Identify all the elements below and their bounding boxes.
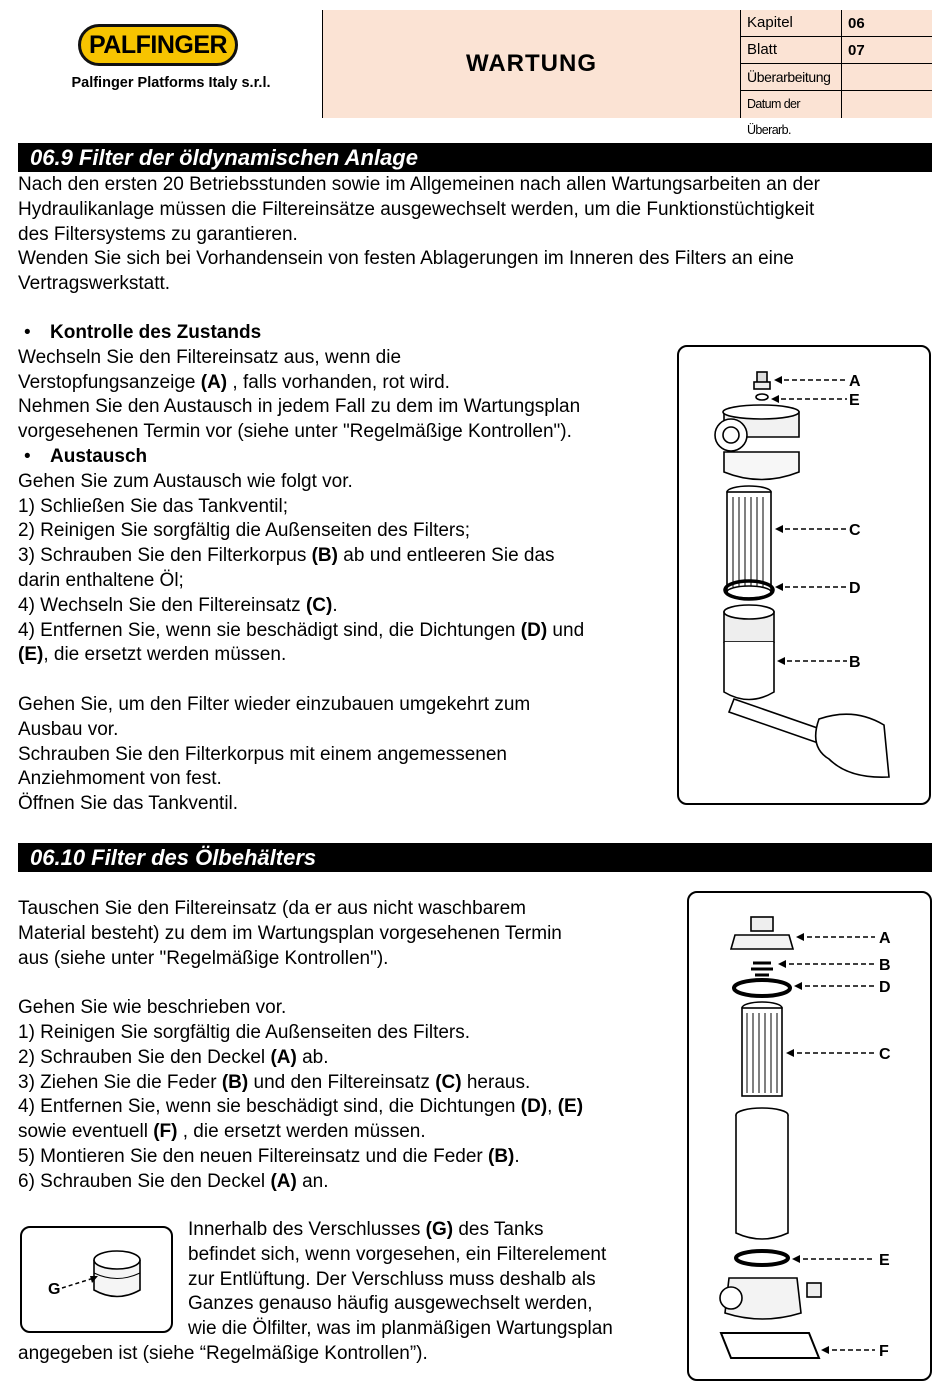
body-line: Gehen Sie wie beschrieben vor. <box>18 997 287 1019</box>
revision-label: Überarbeitung <box>741 64 842 90</box>
bullet-replace-label: Austausch <box>50 445 148 467</box>
text-span: und <box>547 619 585 641</box>
intro-line: Hydraulikanlage müssen die Filtereinsätze ausgewechselt werden, um die Funktionstüchtigkeit <box>18 198 815 220</box>
ref-e: (E) <box>18 644 44 666</box>
label-a: A <box>849 373 861 390</box>
ref-c: (C) <box>305 594 333 616</box>
closing-line: Gehen Sie, um den Filter wieder einzubauen umgekehrt zum <box>18 693 531 715</box>
chapter-label: Kapitel <box>741 10 842 36</box>
label-a: A <box>879 930 891 947</box>
step-line: darin enthaltene Öl; <box>18 569 184 591</box>
ref-b: (B) <box>488 1145 515 1167</box>
seal-e-shape <box>756 394 768 400</box>
label-c: C <box>849 522 861 539</box>
label-d: D <box>849 580 861 597</box>
vent-cap-drawing <box>22 1228 171 1331</box>
closing-line: Öffnen Sie das Tankventil. <box>18 793 239 815</box>
tank-filter-drawing <box>689 893 930 1379</box>
step-line <box>18 544 584 569</box>
text-span: , <box>547 1096 558 1118</box>
body-line: Ganzes genauso häufig ausgewechselt werden, <box>188 1293 593 1315</box>
step-line <box>18 1046 583 1071</box>
label-b: B <box>849 654 861 671</box>
intro-line: Material besteht) zu dem im Wartungsplan vorgesehenen Termin <box>18 922 562 944</box>
intro-line: Tauschen Sie den Filtereinsatz (da er aus nicht waschbarem <box>18 898 526 919</box>
ref-d: (D) <box>520 619 548 641</box>
intro-line: Vertragswerkstatt. <box>18 273 171 295</box>
step-line <box>18 1145 583 1170</box>
filter-bowl-shape <box>724 605 774 619</box>
body-line: wie die Ölfilter, was im planmäßigen Wartungsplan <box>188 1318 613 1340</box>
vent-cap-figure <box>20 1226 173 1333</box>
text-span: sowie eventuell <box>18 1121 154 1143</box>
text-span: des Tanks <box>453 1219 544 1240</box>
body-line: befindet sich, wenn vorgesehen, ein Filterelement <box>188 1243 607 1265</box>
hydraulic-filter-drawing <box>679 347 929 803</box>
intro-line: Wenden Sie sich bei Vorhandensein von festen Ablagerungen im Inneren des Filters an eine <box>18 248 794 270</box>
text-span: . <box>514 1145 520 1167</box>
step-line: 1) Schließen Sie das Tankventil; <box>18 495 289 517</box>
clog-indicator-shape <box>754 382 770 389</box>
ref-a: (A) <box>270 1046 297 1068</box>
intro-line: des Filtersystems zu garantieren. <box>18 223 298 245</box>
sheet-row <box>741 37 932 64</box>
sheet-label: Blatt <box>741 37 842 63</box>
page-title: WARTUNG <box>323 10 741 118</box>
ref-b: (B) <box>221 1071 249 1093</box>
vent-last-line: angegeben ist (siehe “Regelmäßige Kontrollen”). <box>18 1343 428 1364</box>
section-title-06-10: 06.10 Filter des Ölbehälters <box>18 843 932 872</box>
step-line <box>18 619 584 644</box>
step-line <box>18 1071 583 1096</box>
section1-body <box>18 321 584 817</box>
hand-shape <box>816 714 889 777</box>
ref-g: (G) <box>425 1219 454 1240</box>
step-line <box>18 594 584 619</box>
body-line: Nehmen Sie den Austausch in jedem Fall zu dem im Wartungsplan <box>18 396 581 418</box>
header-info-grid <box>741 10 932 137</box>
label-e: E <box>879 1252 890 1269</box>
sheet-value: 07 <box>848 42 865 59</box>
body-line <box>18 371 584 396</box>
text-span: 2) Schrauben Sie den Deckel <box>18 1046 271 1068</box>
section2-body <box>18 897 583 1195</box>
ref-a: (A) <box>200 371 228 393</box>
text-span: und den Filtereinsatz <box>248 1071 436 1093</box>
step-line <box>18 1170 583 1195</box>
chapter-value: 06 <box>848 15 865 32</box>
bullet-replace: • Austausch <box>24 445 148 467</box>
body-line: Wechseln Sie den Filtereinsatz aus, wenn die <box>18 346 402 368</box>
ref-f: (F) <box>153 1121 178 1143</box>
filter-head-shape <box>724 452 799 480</box>
text-span: , die ersetzt werden müssen. <box>43 644 287 666</box>
text-span: ab. <box>296 1046 329 1068</box>
filter-bowl-shape <box>724 642 774 700</box>
step-line: 2) Reinigen Sie sorgfältig die Außenseiten des Filters; <box>18 520 471 542</box>
text-span: 4) Wechseln Sie den Filtereinsatz <box>18 594 306 616</box>
body-line: zur Entlüftung. Der Verschluss muss deshalb als <box>188 1268 596 1290</box>
text-span: 4) Entfernen Sie, wenn sie beschädigt sind, die Dichtungen <box>18 1096 521 1118</box>
intro-line: Nach den ersten 20 Betriebsstunden sowie im Allgemeinen nach allen Wartungsarbeiten an der <box>18 174 820 195</box>
text-span: 3) Schrauben Sie den Filterkorpus <box>18 545 312 567</box>
palfinger-logo <box>78 24 238 66</box>
revision-row <box>741 64 932 91</box>
step-line: 1) Reinigen Sie sorgfältig die Außenseiten des Filters. <box>18 1021 471 1043</box>
bullet-check-label: Kontrolle des Zustands <box>50 322 262 343</box>
filter-element-shape <box>727 492 771 592</box>
ref-d: (D) <box>520 1096 548 1118</box>
vent-paragraph <box>188 1218 613 1342</box>
closing-line: Anziehmoment von fest. <box>18 768 222 790</box>
label-f: F <box>879 1343 889 1360</box>
step-line <box>18 1120 583 1145</box>
chapter-row <box>741 10 932 37</box>
filter-head-shape <box>723 405 799 419</box>
ref-c: (C) <box>435 1071 462 1093</box>
text-span: 3) Ziehen Sie die Feder <box>18 1071 222 1093</box>
intro-line: aus (siehe unter "Regelmäßige Kontrollen"). <box>18 947 389 969</box>
text-span: 5) Montieren Sie den neuen Filtereinsatz und die Feder <box>18 1145 488 1167</box>
label-d: D <box>879 979 891 996</box>
spacer <box>18 971 583 996</box>
body-line: Gehen Sie zum Austausch wie folgt vor. <box>18 470 353 492</box>
filter-port-shape <box>715 419 747 451</box>
text-span: , falls vorhanden, rot wird. <box>227 371 450 393</box>
text-span: an. <box>296 1170 329 1192</box>
hydraulic-filter-figure <box>677 345 931 805</box>
text-span: 4) Entfernen Sie, wenn sie beschädigt sind, die Dichtungen <box>18 619 521 641</box>
tank-filter-figure <box>687 891 932 1381</box>
text-span: Verstopfungsanzeige <box>18 371 201 393</box>
wrench-shape <box>729 699 829 745</box>
bullet-check: • Kontrolle des Zustands <box>24 322 262 343</box>
ref-b: (B) <box>311 545 338 567</box>
logo-text: PALFINGER <box>88 30 228 59</box>
text-span: Innerhalb des Verschlusses <box>188 1219 426 1240</box>
step-line <box>18 1095 583 1120</box>
text-span: 6) Schrauben Sie den Deckel <box>18 1170 271 1192</box>
text-span: . <box>332 594 338 616</box>
section-title-06-9: 06.9 Filter der öldynamischen Anlage <box>18 143 932 172</box>
text-span: , die ersetzt werden müssen. <box>177 1121 426 1143</box>
revision-date-row <box>741 91 932 137</box>
ref-e: (E) <box>557 1096 584 1118</box>
closing-line: Schrauben Sie den Filterkorpus mit einem angemessenen <box>18 743 507 765</box>
text-span: heraus. <box>461 1071 531 1093</box>
text-span: ab und entleeren Sie das <box>338 545 555 567</box>
body-line: vorgesehenen Termin vor (siehe unter "Regelmäßige Kontrollen"). <box>18 421 572 443</box>
ref-a: (A) <box>270 1170 297 1192</box>
section1-intro <box>18 173 820 297</box>
revision-date-label: Datum der Überarb. <box>741 91 842 118</box>
label-g: G <box>48 1281 61 1298</box>
company-name: Palfinger Platforms Italy s.r.l. <box>71 75 271 91</box>
closing-line: Ausbau vor. <box>18 718 119 740</box>
label-c: C <box>879 1046 891 1063</box>
step-line <box>18 643 584 668</box>
label-e: E <box>849 392 860 409</box>
body-line <box>188 1218 613 1243</box>
spacer <box>18 668 584 693</box>
label-b: B <box>879 957 891 974</box>
